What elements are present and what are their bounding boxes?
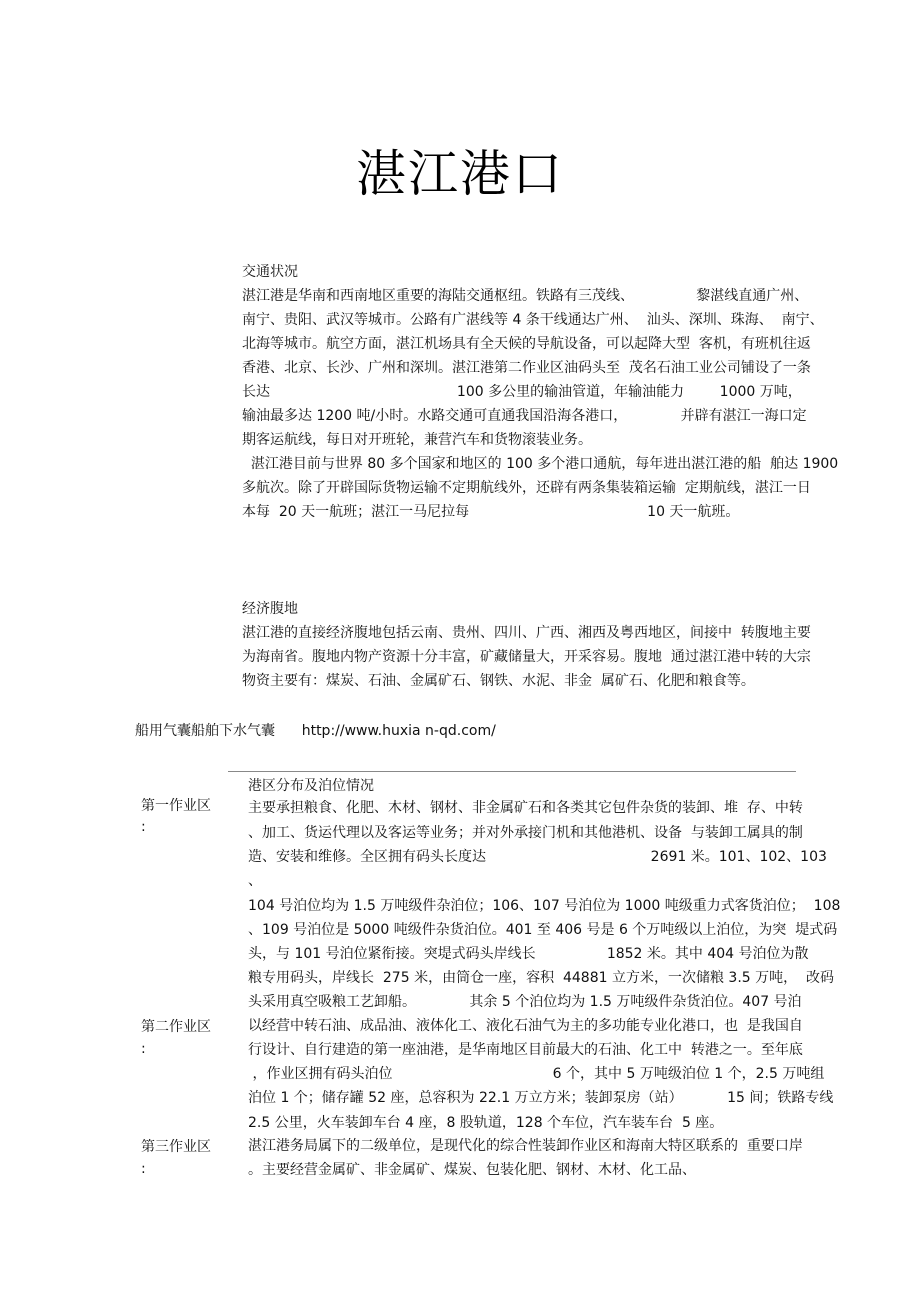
- section-heading-zones: 港区分布及泊位情况: [248, 778, 374, 794]
- ad-line: 船用气囊船舶下水气囊 http://www.huxia n-qd.com/: [135, 723, 496, 739]
- paragraph-line: 物资主要有：煤炭、石油、金属矿石、钢铁、水泥、非金 属矿石、化肥和粮食等。: [242, 673, 755, 689]
- zone-label-1: 第一作业区: [141, 798, 211, 814]
- zone-body-line: 粮专用码头，岸线长 275 米，由筒仓一座，容积 44881 立方米，一次储粮 3.5 万吨， 改码: [248, 970, 835, 986]
- zone-body-line: 。主要经营金属矿、非金属矿、煤炭、包装化肥、钢材、木材、化工品、: [248, 1162, 696, 1178]
- section-heading-economy: 经济腹地: [242, 601, 298, 617]
- table-top-rule: [228, 771, 796, 772]
- paragraph-line: 为海南省。腹地内物产资源十分丰富，矿藏储量大，开采容易。腹地 通过湛江港中转的大宗: [242, 649, 811, 665]
- zone-body-line: 行设计、自行建造的第一座油港，是华南地区目前最大的石油、化工中 转港之一。至年底: [248, 1042, 803, 1058]
- paragraph-line: 湛江港目前与世界 80 多个国家和地区的 100 多个港口通航，每年进出湛江港的船 舶达 1900: [242, 456, 839, 472]
- paragraph-line: 本每 20 天一航班；湛江一马尼拉每 10 天一航班。: [242, 504, 740, 520]
- zone-body-line: 104 号泊位均为 1.5 万吨级件杂泊位；106、107 号泊位为 1000 吨级重力式客货泊位； 108: [248, 898, 841, 914]
- paragraph-line: 南宁、贵阳、武汉等城市。公路有广湛线等 4 条干线通达广州、 汕头、深圳、珠海、 南宁、: [242, 312, 824, 328]
- zone-body-line: 头，与 101 号泊位紧衔接。突堤式码头岸线长 1852 米。其中 404 号泊位为散: [248, 946, 809, 962]
- paragraph-line: 香港、北京、长沙、广州和深圳。湛江港第二作业区油码头至 茂名石油工业公司铺设了一条: [242, 360, 811, 376]
- zone-label-2: 第二作业区: [141, 1019, 211, 1035]
- zone-body-line: 头采用真空吸粮工艺卸船。 其余 5 个泊位均为 1.5 万吨级件杂货泊位。407 号泊: [248, 994, 802, 1010]
- zone-body-line: 造、安装和维修。全区拥有码头长度达 2691 米。101、102、103: [248, 849, 827, 865]
- paragraph-line: 长达 100 多公里的输油管道，年输油能力 1000 万吨，: [242, 384, 802, 400]
- paragraph-line: 湛江港是华南和西南地区重要的海陆交通枢纽。铁路有三茂线、 黎湛线直通广州、: [242, 288, 809, 304]
- zone-label-colon: :: [141, 819, 146, 835]
- section-heading-traffic: 交通状况: [242, 264, 298, 280]
- zone-body-line: 、加工、货运代理以及客运等业务；并对外承接门机和其他港机、设备 与装卸工属具的制: [248, 825, 803, 841]
- paragraph-line: 期客运航线，每日对开班轮，兼营汽车和货物滚装业务。: [242, 432, 592, 448]
- zone-body-line: 泊位 1 个；储存罐 52 座，总容积为 22.1 万立方米；装卸泵房（站） 15 间；铁路专线: [248, 1090, 834, 1106]
- zone-body-line: 2.5 公里，火车装卸车台 4 座，8 股轨道，128 个车位，汽车装车台 5 座。: [248, 1115, 724, 1131]
- zone-body-line: 主要承担粮食、化肥、木材、钢材、非金属矿石和各类其它包件杂货的装卸、堆 存、中转: [248, 800, 803, 816]
- zone-body-line: 湛江港务局属下的二级单位，是现代化的综合性装卸作业区和海南大特区联系的 重要口岸: [248, 1138, 803, 1154]
- zone-label-colon: :: [141, 1041, 146, 1057]
- zone-body-line: ，作业区拥有码头泊位 6 个，其中 5 万吨级泊位 1 个，2.5 万吨组: [248, 1066, 825, 1082]
- paragraph-line: 北海等城市。航空方面，湛江机场具有全天候的导航设备，可以起降大型 客机，有班机往返: [242, 336, 811, 352]
- zone-label-colon: :: [141, 1161, 146, 1177]
- paragraph-line: 输油最多达 1200 吨/小时。水路交通可直通我国沿海各港口， 并辟有湛江一海口定: [242, 408, 807, 424]
- page-title: 湛江港口: [356, 145, 564, 203]
- zone-body-line: 、109 号泊位是 5000 吨级件杂货泊位。401 至 406 号是 6 个万吨级以上泊位，为突 堤式码: [248, 922, 838, 938]
- zone-body-line: 以经营中转石油、成品油、液体化工、液化石油气为主的多功能专业化港口，也 是我国自: [248, 1018, 803, 1034]
- zone-body-line: 、: [248, 873, 262, 889]
- zone-label-3: 第三作业区: [141, 1139, 211, 1155]
- paragraph-line: 湛江港的直接经济腹地包括云南、贵州、四川、广西、湘西及粤西地区，间接中 转腹地主要: [242, 625, 811, 641]
- paragraph-line: 多航次。除了开辟国际货物运输不定期航线外，还辟有两条集装箱运输 定期航线，湛江一日: [242, 480, 811, 496]
